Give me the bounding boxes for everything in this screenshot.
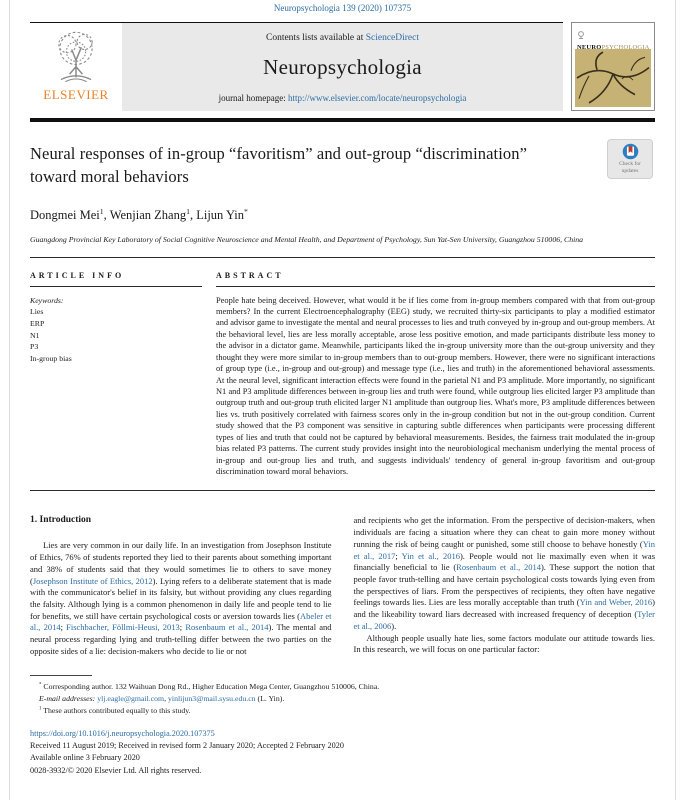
check-badge-line1: Check for: [619, 161, 641, 168]
text-segment: ). These support the notion that people favor truth-telling and have certain psychological costs towards lying even from the perspectives of liars. From the perspectives of recipients, they often have negative feelings towards lies. Lies are less morally acceptable than truth (: [353, 562, 656, 608]
text-segment: These authors contributed equally to this study.: [41, 705, 191, 715]
citation-link[interactable]: Abeler et al., 2014: [30, 610, 332, 633]
citation-link[interactable]: Yin and Weber, 2016: [579, 597, 653, 608]
scanned-sheet: [9, 0, 676, 800]
masthead-bottom-rule: [30, 118, 655, 122]
text-segment: Contents lists available at: [265, 33, 366, 43]
intro-paragraph: [354, 633, 656, 656]
abstract-text: People hate being deceived. However, what would it be if lies come from in-group members compared with that from out-group members? In the current Electroencephalography (EEG) study, we recruited thirty-six participants to play a modified estimator and advisor game to investigate the mental and neural processes to lies and truth conveyed by in-group and out-group members. At the behavioral level, lies are less morally acceptable, arose less positive emotion, and made participants distribute less money to the advisor in a dictator game. Meanwhile, participants liked the in-group university more than the out-group university and they thought they were more similar to in-group members than to out-group members. However, there were no significant interactions of group type (i.e., in-group and out-group) and message type (i.e., lies and truth) in the aforementioned behavioral assessments. At the neural level, significant interaction effects were found in the parietal N1 and P3 amplitude. More importantly, no significant N1 and P3 amplitude differences between in-group lies and truth were found, while outgroup lies elicited larger P3 amplitude than outgroup truth and out-group truth elicited larger N1 amplitude than outgroup lies. What's more, P3 amplitude differences between lies vs. truth positively correlated with fairness scores only in the in-group condition but not in the out-group condition. Current study showed that the P3 component was sensitive in capturing subtle differences when participants were processing different types of lies and truth that could not be captured by behavioral measurements. Besides, the fairness trait modulated the in-group bias related P3 patterns. The current study provides insight into the neurobiological mechanism underlying the mental process of in-group and out-group lies and truth, and suggests individuals' tendency of general in-group favoritism and out-group discrimination toward moral behaviors.: [216, 295, 655, 476]
text-segment: ) and the likeability toward liars decreased with increased frequency of deception (: [353, 597, 655, 620]
elsevier-logo: [30, 23, 122, 111]
keyword-item: Lies: [30, 307, 44, 317]
masthead-left: [30, 22, 563, 111]
text-segment: 1: [99, 206, 104, 216]
journal-cover-thumbnail[interactable]: [571, 22, 655, 111]
text-segment: ). The mental and neural process regarding lying and truth-telling differ between the two parties on the opposite sides of a lie: decision-makers who decide to lie or not: [30, 622, 332, 656]
intro-right-column: [354, 515, 656, 657]
cover-artwork: [575, 49, 651, 107]
article-info-rule: [30, 286, 202, 287]
equal-contribution-footnote: [30, 705, 655, 717]
available-online-line: Available online 3 February 2020: [30, 753, 140, 763]
text-segment: (L. Yin).: [255, 693, 285, 703]
text-segment: Corresponding author. 132 Waihuan Dong Rd., Higher Education Mega Center, Guangzhou 510006, China.: [41, 681, 380, 691]
cover-journal-title: [577, 44, 651, 51]
publication-footer: [30, 728, 655, 777]
text-segment: journal homepage:: [218, 93, 289, 103]
text-segment: *: [244, 206, 248, 216]
check-updates-icon: [622, 143, 639, 160]
journal-homepage-line: [130, 93, 555, 103]
section-divider-bottom: [30, 490, 655, 491]
cover-mini-logo-icon: [577, 26, 651, 44]
text-segment: , Wenjian Zhang: [103, 207, 187, 222]
doi-link[interactable]: https://doi.org/10.1016/j.neuropsychologia.2020.107375: [30, 728, 215, 738]
citation-link[interactable]: Rosenbaum et al., 2014: [456, 562, 541, 573]
citation-link[interactable]: Yin et al., 2017: [353, 538, 655, 561]
text-segment: ;: [179, 622, 186, 633]
corresponding-author-footnote: [30, 681, 655, 693]
elsevier-wordmark: ELSEVIER: [43, 87, 109, 102]
text-segment: Dongmei Mei: [30, 207, 100, 222]
journal-title: Neuropsychologia: [263, 55, 422, 79]
title-block: [30, 143, 655, 189]
article-info-header: ARTICLE INFO: [30, 270, 125, 280]
intro-paragraph: [30, 540, 332, 657]
email-link-2[interactable]: yinlijun3@mail.sysu.edu.cn: [168, 693, 256, 703]
keywords-label: Keywords:: [30, 295, 64, 305]
intro-paragraph: [354, 515, 656, 632]
email-footnote: [30, 693, 655, 705]
check-badge-label: [619, 161, 641, 175]
text-segment: ). People would not lie maximally even when it was financially beneficial to lie (: [353, 550, 655, 573]
cover-title-psychologia: PSYCHOLOGIA: [601, 44, 650, 51]
keyword-item: In-group bias: [30, 354, 72, 364]
paper-title: Neural responses of in-group “favoritism” and out-group “discrimination” toward moral behaviors: [30, 144, 528, 186]
received-dates-line: Received 11 August 2019; Received in revised form 2 January 2020; Accepted 2 February 2020: [30, 741, 344, 751]
citation-link[interactable]: Fischbacher, Föllmi-Heusi, 2013: [66, 622, 180, 633]
masthead-center-box: [122, 23, 563, 111]
text-segment: ).: [391, 620, 397, 631]
section-divider-top: [30, 257, 655, 258]
text-segment: and recipients who get the information. From the perspective of decision-makers, when individuals are facing a situation where they can cheat to gain more money without running the risk of being caught or punished, some still choose to behave honestly (: [353, 515, 655, 549]
footnotes-block: [30, 675, 655, 717]
text-segment: 1: [39, 706, 42, 712]
keyword-item: ERP: [30, 318, 45, 328]
email-link-1[interactable]: ylj.eagle@gmail.com: [97, 693, 165, 703]
check-for-updates-badge[interactable]: [607, 139, 653, 179]
abstract-header: ABSTRACT: [216, 270, 284, 280]
introduction-section: [30, 515, 655, 657]
cover-header: [575, 26, 651, 49]
intro-left-column: [30, 515, 332, 657]
contents-available-line: [130, 33, 555, 43]
text-segment: ;: [395, 550, 402, 561]
keyword-item: P3: [30, 342, 39, 352]
text-segment: *: [39, 681, 42, 687]
citation-link[interactable]: Tyler et al., 2006: [353, 609, 655, 631]
info-abstract-section: [30, 271, 655, 478]
keyword-item: N1: [30, 330, 40, 340]
abstract-column: [216, 271, 655, 478]
introduction-heading: 1. Introduction: [30, 515, 92, 526]
cover-title-neuro: NEURO: [577, 44, 602, 51]
author-list: [30, 208, 655, 223]
abstract-rule: [216, 286, 655, 287]
check-badge-line2: updates: [621, 168, 639, 174]
affiliation: Guangdong Provincial Key Laboratory of Social Cognitive Neuroscience and Mental Health, and Department of Psychology, Sun Yat-Sen University, Guangzhou 510006, China: [30, 234, 584, 244]
copyright-line: 0028-3932/© 2020 Elsevier Ltd. All rights reserved.: [30, 765, 202, 775]
text-segment: ;: [60, 622, 67, 633]
text-segment: , Lijun Yin: [189, 207, 245, 222]
footnote-rule: [30, 675, 92, 676]
text-segment: E-mail addresses:: [39, 693, 98, 703]
sciencedirect-link[interactable]: ScienceDirect: [365, 33, 419, 43]
text-segment: ). Lying refers to a deliberate statement that is made with the communicator's belief in its falsity, but without providing any clues regarding the falsity. Although lying is a common phenomenon in daily life and people tend to lie for benefits, we still have certain psychological costs or aversion towards lies (: [30, 575, 332, 621]
citation-link[interactable]: Josephson Institute of Ethics, 2012: [32, 575, 153, 586]
journal-masthead: [30, 22, 655, 111]
journal-homepage-link[interactable]: http://www.elsevier.com/locate/neuropsychologia: [288, 93, 467, 103]
text-segment: 1: [186, 206, 190, 216]
article-info-column: [30, 271, 202, 478]
text-segment: ,: [164, 693, 169, 703]
text-segment: Although people usually hate lies, some factors modulate our attitude towards lies. In this research, we will focus on one particular factor:: [353, 632, 655, 655]
elsevier-tree-icon: [43, 28, 109, 86]
text-segment: Lies are very common in our daily life. In an investigation from Josephson Institute of Ethics, 76% of students reported they lied to their parents about something important and 38% of students said that they would sometimes lie to others to save money (: [30, 540, 332, 586]
citation-link[interactable]: Yin et al., 2016: [401, 550, 460, 561]
citation-link[interactable]: Rosenbaum et al., 2014: [185, 622, 269, 633]
running-head-journal-ref: Neuropsychologia 139 (2020) 107375: [273, 3, 412, 13]
